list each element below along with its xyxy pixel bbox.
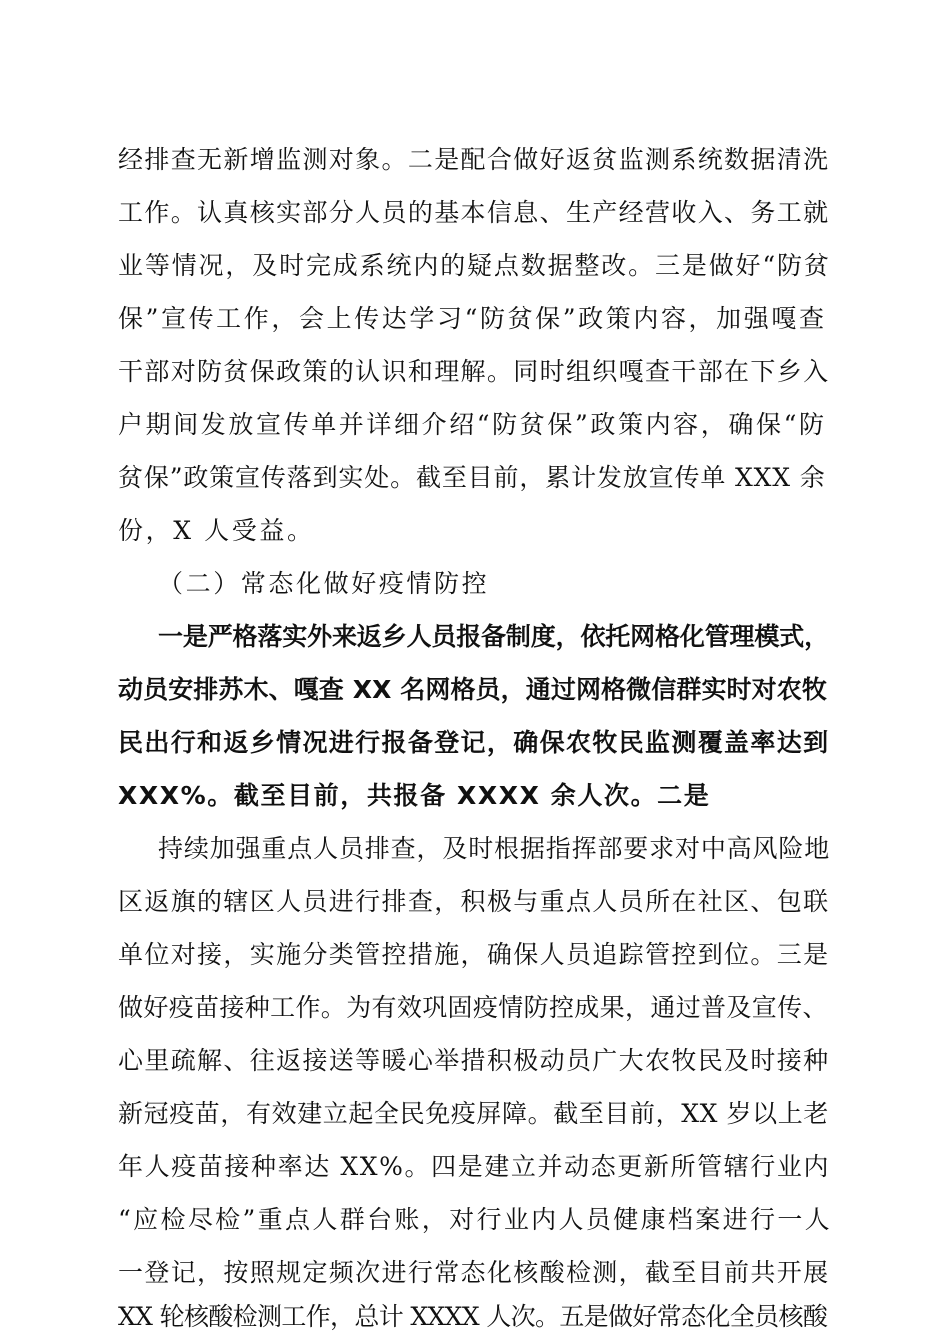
body-text-line: 持续加强重点人员排查，及时根据指挥部要求对中高风险地 [158, 834, 831, 863]
body-text-line: 单位对接，实施分类管控措施，确保人员追踪管控到位。三是 [118, 940, 830, 969]
body-text-line: “应检尽检”重点人群台账，对行业内人员健康档案进行一人 [118, 1205, 833, 1234]
body-text-line: 工作。认真核实部分人员的基本信息、生产经营收入、务工就 [118, 198, 830, 227]
body-text-line: 区返旗的辖区人员进行排查，积极与重点人员所在社区、包联 [118, 887, 830, 916]
body-text-line: 一登记，按照规定频次进行常态化核酸检测，截至目前共开展 [118, 1258, 830, 1287]
bold-text-line: 一是严格落实外来返乡人员报备制度，依托网格化管理模式， [158, 622, 829, 651]
body-text-line: 干部对防贫保政策的认识和理解。同时组织嘎查干部在下乡入 [118, 357, 830, 386]
body-text-line: 新冠疫苗，有效建立起全民免疫屏障。截至目前，XX 岁以上老 [118, 1099, 829, 1128]
body-text-line: 经排查无新增监测对象。二是配合做好返贫监测系统数据清洗 [118, 145, 830, 174]
bold-text-line: 动员安排苏木、嘎查 XX 名网格员，通过网格微信群实时对农牧 [118, 675, 827, 704]
body-text-line: 份，X 人受益。 [118, 516, 315, 545]
body-text-line: 心里疏解、往返接送等暖心举措积极动员广大农牧民及时接种 [118, 1046, 830, 1075]
body-text-line: 户期间发放宣传单并详细介绍“防贫保”政策内容，确保“防 [118, 410, 827, 439]
body-text-line: 保”宣传工作，会上传达学习“防贫保”政策内容，加强嘎查 [118, 304, 827, 333]
body-text-line: XX 轮核酸检测工作，总计 XXXX 人次。五是做好常态化全员核酸 [118, 1302, 828, 1331]
body-text-line: 做好疫苗接种工作。为有效巩固疫情防控成果，通过普及宣传、 [118, 993, 828, 1022]
section-heading: （二）常态化做好疫情防控 [158, 569, 490, 598]
body-text-line: 年人疫苗接种率达 XX%。四是建立并动态更新所管辖行业内 [118, 1152, 831, 1181]
bold-text-line: XXX%。截至目前，共报备 XXXX 余人次。二是 [118, 781, 711, 810]
bold-text-line: 民出行和返乡情况进行报备登记，确保农牧民监测覆盖率达到 [118, 728, 830, 757]
body-text-line: 贫保”政策宣传落到实处。截至目前，累计发放宣传单 XXX 余 [118, 463, 826, 492]
body-text-line: 业等情况，及时完成系统内的疑点数据整改。三是做好“防贫 [118, 251, 831, 280]
